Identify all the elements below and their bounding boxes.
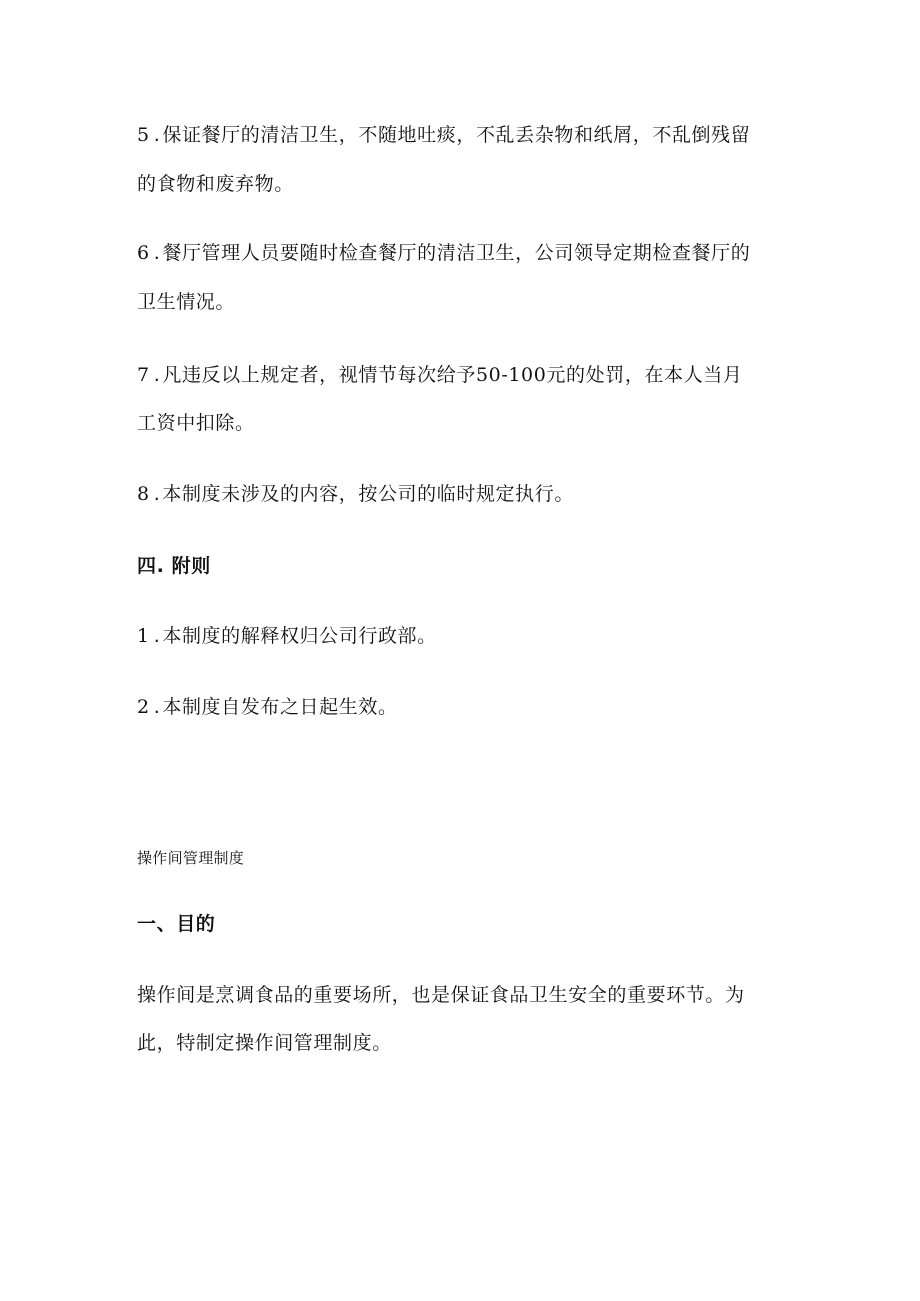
item-dot: . xyxy=(153,364,161,386)
item-number: 5 xyxy=(137,124,150,146)
item-text: 餐厅管理人员要随时检查餐厅的清洁卫生，公司领导定期检查餐厅的 xyxy=(162,242,751,264)
item-8-line-1 xyxy=(137,481,574,507)
section4-item-1 xyxy=(137,623,437,649)
item-text: 凡违反以上规定者，视情节每次给予 xyxy=(162,364,476,386)
item-text: 本制度自发布之日起生效。 xyxy=(162,696,398,718)
item-number: 8 xyxy=(137,483,150,505)
item-text: 本制度未涉及的内容，按公司的临时规定执行。 xyxy=(162,483,574,505)
item-dot: . xyxy=(153,625,161,647)
item-number: 7 xyxy=(137,364,150,386)
purpose-paragraph-line-2: 此，特制定操作间管理制度。 xyxy=(137,1032,392,1054)
section-heading: 四. 附则 xyxy=(137,555,211,577)
item-5-line-2: 的食物和废弃物。 xyxy=(137,173,294,195)
item-number: 1 xyxy=(137,625,150,647)
item-dot: . xyxy=(153,696,161,718)
item-number: 6 xyxy=(137,242,150,264)
document-title: 操作间管理制度 xyxy=(137,849,245,867)
item-number: 2 xyxy=(137,696,150,718)
item-6-line-1 xyxy=(137,240,750,266)
item-text: 本制度的解释权归公司行政部。 xyxy=(162,625,437,647)
item-text: 保证餐厅的清洁卫生，不随地吐痰，不乱丢杂物和纸屑，不乱倒残留 xyxy=(162,124,751,146)
purpose-paragraph-line-1: 操作间是烹调食品的重要场所，也是保证食品卫生安全的重要环节。为 xyxy=(137,984,745,1006)
item-dot: . xyxy=(153,124,161,146)
item-7-line-2: 工资中扣除。 xyxy=(137,412,255,434)
heading-purpose: 一、目的 xyxy=(137,913,216,935)
item-6-line-2: 卫生情况。 xyxy=(137,291,236,313)
penalty-amount: 50-100 xyxy=(475,364,547,386)
item-7-line-1 xyxy=(137,362,742,388)
section4-item-2 xyxy=(137,694,398,720)
item-dot: . xyxy=(153,242,161,264)
item-5-line-1 xyxy=(137,122,750,148)
item-dot: . xyxy=(153,483,161,505)
item-text: 元的处罚，在本人当月 xyxy=(546,364,743,386)
